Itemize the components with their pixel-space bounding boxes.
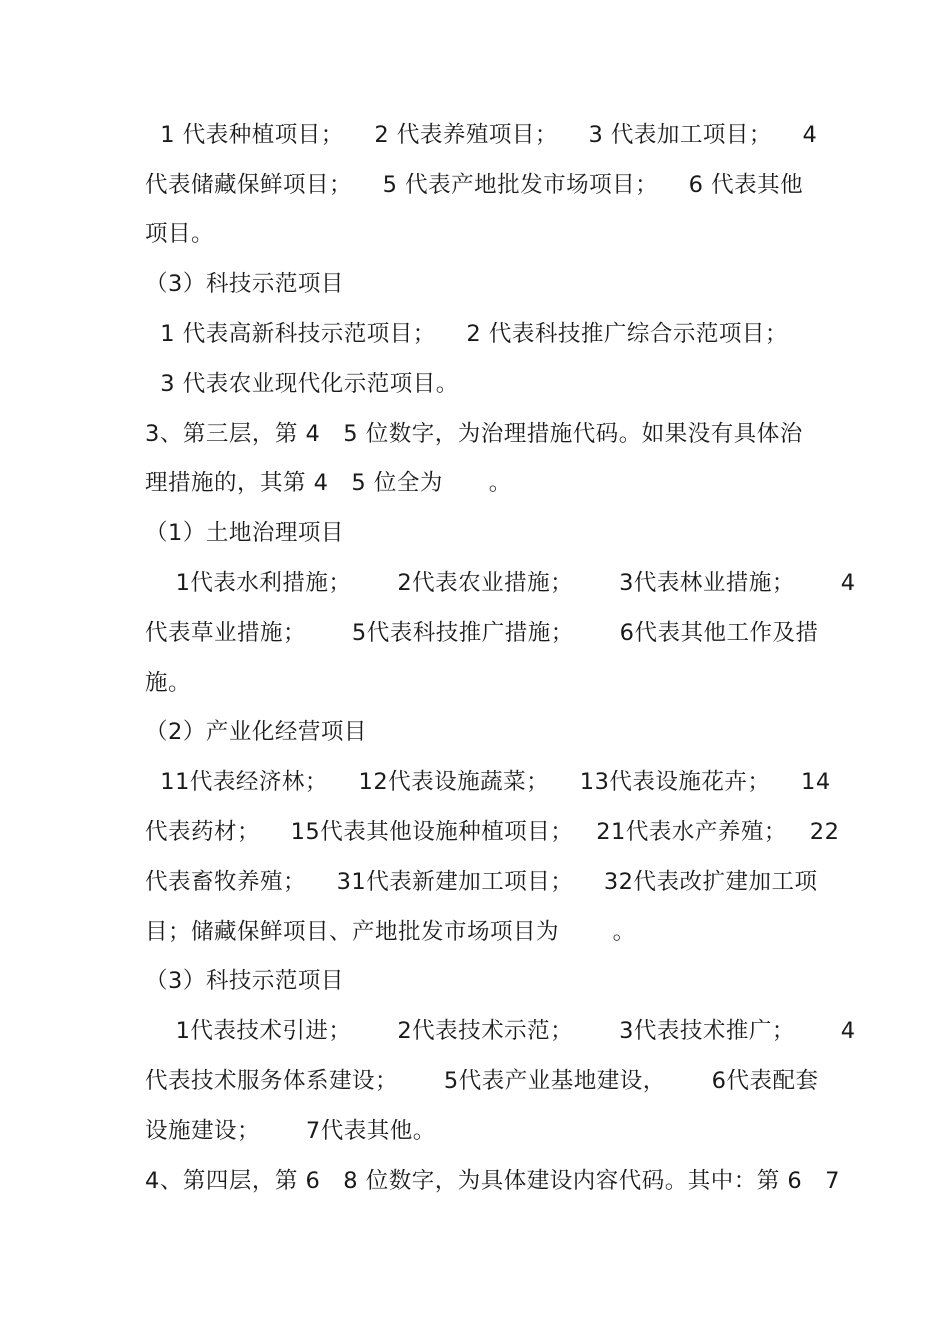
text-line: 3 代表农业现代化示范项目。 [145, 371, 459, 397]
text-line: 代表草业措施； 5代表科技推广措施； 6代表其他工作及措 [145, 620, 819, 646]
text-line: 1 代表种植项目； 2 代表养殖项目； 3 代表加工项目； 4 [145, 122, 818, 148]
text-line: 11代表经济林； 12代表设施蔬菜； 13代表设施花卉； 14 [145, 769, 831, 795]
text-line: 项目。 [145, 221, 215, 247]
text-line: 1代表技术引进； 2代表技术示范； 3代表技术推广； 4 [145, 1018, 856, 1044]
text-line: 目；储藏保鲜项目、产地批发市场项目为 。 [145, 919, 636, 945]
section-heading: （2）产业化经营项目 [145, 719, 367, 745]
text-line: 3、第三层，第 4 5 位数字，为治理措施代码。如果没有具体治 [145, 421, 803, 447]
text-line: 设施建设； 7代表其他。 [145, 1118, 436, 1144]
section-heading: （3）科技示范项目 [145, 968, 344, 994]
text-line: 施。 [145, 670, 192, 696]
text-line: 1代表水利措施； 2代表农业措施； 3代表林业措施； 4 [145, 570, 856, 596]
text-line: 1 代表高新科技示范项目； 2 代表科技推广综合示范项目； [145, 321, 788, 347]
text-line: 代表畜牧养殖； 31代表新建加工项目； 32代表改扩建加工项 [145, 869, 818, 895]
text-line: 4、第四层，第 6 8 位数字，为具体建设内容代码。其中：第 6 7 [145, 1168, 840, 1194]
section-heading: （3）科技示范项目 [145, 271, 344, 297]
text-line: 代表储藏保鲜项目； 5 代表产地批发市场项目； 6 代表其他 [145, 172, 804, 198]
text-line: 理措施的，其第 4 5 位全为 。 [145, 470, 512, 496]
text-line: 代表技术服务体系建设； 5代表产业基地建设， 6代表配套 [145, 1068, 819, 1094]
text-line: 代表药材； 15代表其他设施种植项目； 21代表水产养殖； 22 [145, 819, 840, 845]
section-heading: （1）土地治理项目 [145, 520, 344, 546]
